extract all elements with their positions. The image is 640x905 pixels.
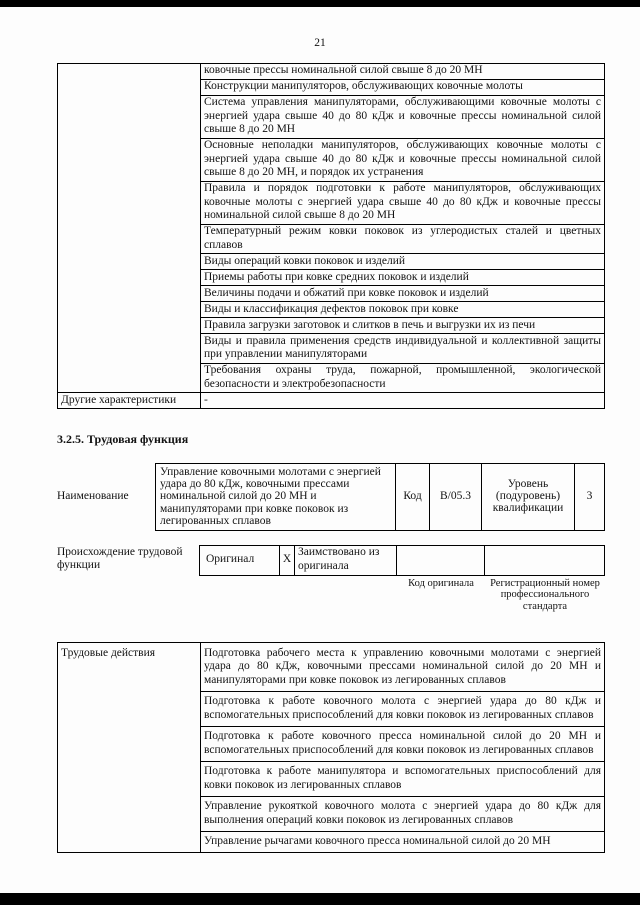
section-heading: 3.2.5. Трудовая функция bbox=[57, 432, 189, 446]
function-name-block bbox=[57, 463, 605, 531]
name-label: Наименование bbox=[57, 489, 129, 502]
reg-number-cell bbox=[485, 545, 605, 575]
code-value: В/05.3 bbox=[430, 463, 482, 530]
other-characteristics-value: - bbox=[201, 393, 605, 409]
knowledge-item: Температурный режим ковки поковок из углеродистых сталей и цветных сплавов bbox=[201, 224, 605, 254]
scan-border-top bbox=[0, 0, 640, 7]
actions-header: Трудовые действия bbox=[58, 643, 201, 853]
knowledge-item: Основные неполадки манипуляторов, обслуживающих ковочные молоты с энергией удара свыше 40 до 80 кДж и ковочные прессы номинальной силой свыше 8 до 20 МН, и порядок их устранения bbox=[201, 138, 605, 181]
knowledge-item: Правила загрузки заготовок и слитков в печь и выгрузки их из печи bbox=[201, 318, 605, 334]
knowledge-item: Виды операций ковки поковок и изделий bbox=[201, 254, 605, 270]
knowledge-item: Правила и порядок подготовки к работе манипуляторов, обслуживающих ковочные молоты с энергией удара свыше 40 до 80 кДж и ковочные прессы номинальной силой свыше 8 до 20 МН bbox=[201, 181, 605, 224]
knowledge-item: Приемы работы при ковке средних поковок и изделий bbox=[201, 270, 605, 286]
knowledge-item: Виды и классификация дефектов поковок при ковке bbox=[201, 302, 605, 318]
action-item: Подготовка рабочего места к управлению ковочными молотами с энергией удара до 80 кДж, ковочными прессами номинальной силой до 20 МН и манипуляторами при ковке поковок из легированных сплавов bbox=[201, 643, 605, 692]
knowledge-item: Виды и правила применения средств индивидуальной и коллективной защиты при управлении манипуляторами bbox=[201, 334, 605, 364]
knowledge-item: Конструкции манипуляторов, обслуживающих ковочные молоты bbox=[201, 79, 605, 95]
function-name-value: Управление ковочными молотами с энергией удара до 80 кДж, ковочными прессами номинальной силой до 20 МН и манипуляторами при ковке поковок из легированных сплавов bbox=[156, 463, 396, 530]
knowledge-item: Система управления манипуляторами, обслуживающими ковочные молоты с энергией удара свыше 40 до 80 кДж и ковочные прессы номинальной силой свыше 8 до 20 МН bbox=[201, 95, 605, 138]
page-content bbox=[57, 63, 605, 854]
action-item: Подготовка к работе манипулятора и вспомогательных приспособлений для ковки поковок из легированных сплавов bbox=[201, 761, 605, 796]
borrowed-label: Заимствовано из оригинала bbox=[295, 545, 397, 575]
knowledge-item: ковочные прессы номинальной силой свыше 8 до 20 МН bbox=[201, 63, 605, 79]
table-row bbox=[200, 545, 605, 575]
actions-table bbox=[57, 642, 605, 853]
knowledge-item: Величины подачи и обжатий при ковке поковок и изделий bbox=[201, 286, 605, 302]
original-label: Оригинал bbox=[200, 545, 280, 575]
reg-number-caption: Регистрационный номер профессионального стандарта bbox=[490, 577, 600, 612]
origin-table bbox=[199, 545, 605, 576]
origin-label: Происхождение трудовой функции bbox=[57, 545, 183, 572]
level-label: Уровень (подуровень) квалификации bbox=[482, 463, 575, 530]
page-number: 21 bbox=[314, 37, 326, 49]
table-row bbox=[58, 393, 605, 409]
code-original-caption: Код оригинала bbox=[408, 577, 474, 589]
function-header-table bbox=[155, 463, 605, 531]
origin-block bbox=[57, 545, 605, 576]
level-value: 3 bbox=[575, 463, 605, 530]
scan-border-bottom bbox=[0, 893, 640, 905]
knowledge-table bbox=[57, 63, 605, 410]
origin-captions bbox=[397, 578, 605, 613]
action-item: Управление рычагами ковочного пресса номинальной силой до 20 МН bbox=[201, 831, 605, 853]
action-item: Подготовка к работе ковочного молота с энергией удара до 80 кДж и вспомогательных приспособлений для ковки поковок из легированных сплавов bbox=[201, 691, 605, 726]
table-row bbox=[58, 643, 605, 692]
left-column-empty bbox=[58, 63, 201, 393]
action-item: Управление рукояткой ковочного молота с энергией удара до 80 кДж для выполнения операций ковки поковок из легированных сплавов bbox=[201, 796, 605, 831]
original-mark: X bbox=[280, 545, 295, 575]
other-characteristics-label: Другие характеристики bbox=[58, 393, 201, 409]
code-label: Код bbox=[396, 463, 430, 530]
table-row bbox=[58, 63, 605, 79]
code-original-cell bbox=[397, 545, 485, 575]
action-item: Подготовка к работе ковочного пресса номинальной силой до 20 МН и вспомогательных приспособлений для ковки поковок из легированных сплавов bbox=[201, 726, 605, 761]
table-row bbox=[156, 463, 605, 530]
knowledge-item: Требования охраны труда, пожарной, промышленной, экологической безопасности и электробезопасности bbox=[201, 363, 605, 393]
